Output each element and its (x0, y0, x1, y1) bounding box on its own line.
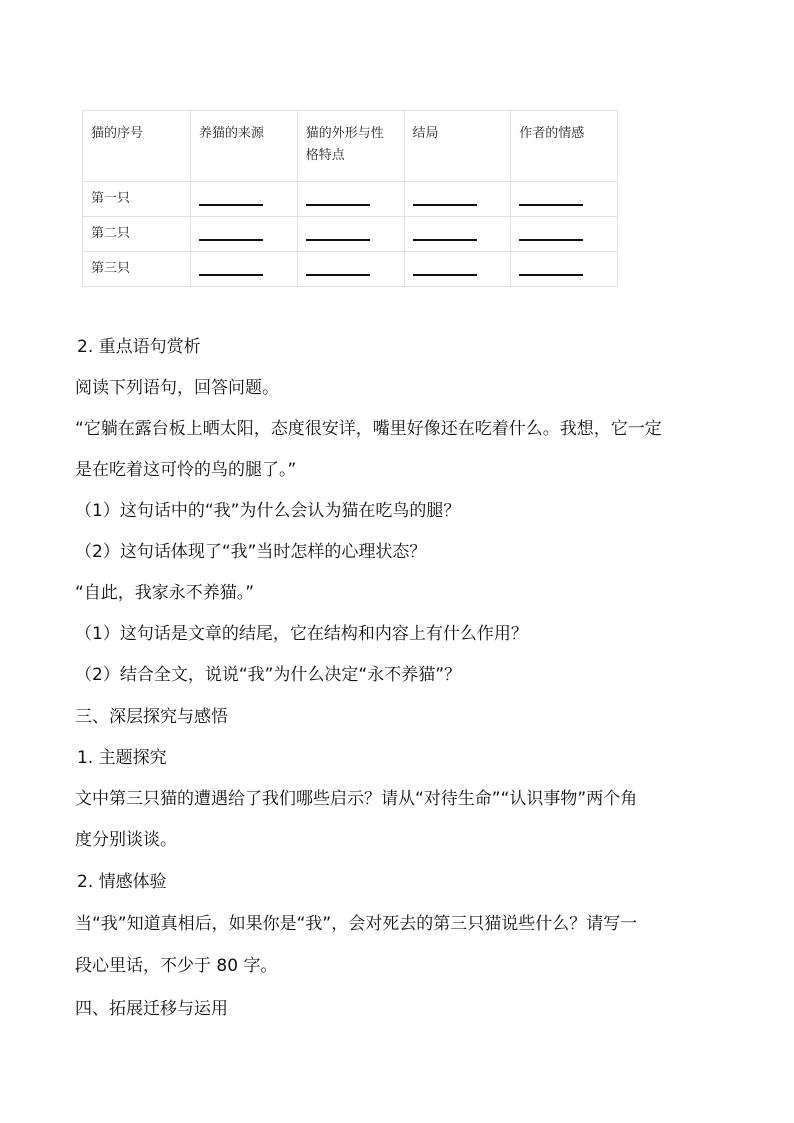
table-row (83, 217, 618, 252)
answer-blank[interactable] (511, 182, 618, 217)
row-label: 第一只 (83, 182, 191, 217)
quote-line: “它躺在露台板上晒太阳，态度很安详，嘴里好像还在吃着什么。我想，它一定 (75, 419, 662, 439)
header-cat-ending: 结局 (404, 111, 511, 182)
part-title: 四、拓展迁移与运用 (75, 999, 228, 1019)
question-text: （1）这句话是文章的结尾，它在结构和内容上有什么作用？ (75, 624, 528, 644)
answer-blank[interactable] (297, 252, 404, 287)
section-title-key-sentences: 2. 重点语句赏析 (77, 337, 201, 357)
table-header-row (83, 111, 618, 182)
part-title: 三、深层探究与感悟 (75, 707, 228, 727)
header-author-feeling: 作者的情感 (511, 111, 618, 182)
answer-blank[interactable] (191, 252, 298, 287)
header-cat-number: 猫的序号 (83, 111, 191, 182)
answer-blank[interactable] (511, 217, 618, 252)
cat-comparison-table (82, 110, 618, 287)
answer-blank[interactable] (297, 182, 404, 217)
answer-blank[interactable] (404, 217, 511, 252)
header-cat-source: 养猫的来源 (191, 111, 298, 182)
header-cat-appearance: 猫的外形与性格特点 (297, 111, 404, 182)
answer-blank[interactable] (191, 182, 298, 217)
answer-blank[interactable] (297, 217, 404, 252)
subsection-title: 1. 主题探究 (77, 748, 167, 768)
answer-blank[interactable] (404, 252, 511, 287)
table-row (83, 252, 618, 287)
row-label: 第二只 (83, 217, 191, 252)
answer-blank[interactable] (404, 182, 511, 217)
table-row (83, 182, 618, 217)
question-text: 文中第三只猫的遭遇给了我们哪些启示？请从“对待生命”“认识事物”两个角 (75, 789, 638, 809)
question-text: （2）结合全文，说说“我”为什么决定“永不养猫”？ (75, 665, 462, 685)
quote-line: “自此，我家永不养猫。” (75, 583, 255, 603)
answer-blank[interactable] (511, 252, 618, 287)
question-text: 当“我”知道真相后，如果你是“我”，会对死去的第三只猫说些什么？请写一 (75, 914, 638, 934)
question-text: （1）这句话中的“我”为什么会认为猫在吃鸟的腿？ (75, 501, 461, 521)
subsection-title: 2. 情感体验 (77, 872, 167, 892)
row-label: 第三只 (83, 252, 191, 287)
answer-blank[interactable] (191, 217, 298, 252)
question-text: 段心里话，不少于 80 字。 (75, 956, 278, 976)
quote-line: 是在吃着这可怜的鸟的腿了。” (75, 460, 297, 480)
question-text: 度分别谈谈。 (75, 830, 177, 850)
question-text: （2）这句话体现了“我”当时怎样的心理状态？ (75, 542, 427, 562)
instruction-text: 阅读下列语句，回答问题。 (75, 378, 279, 398)
